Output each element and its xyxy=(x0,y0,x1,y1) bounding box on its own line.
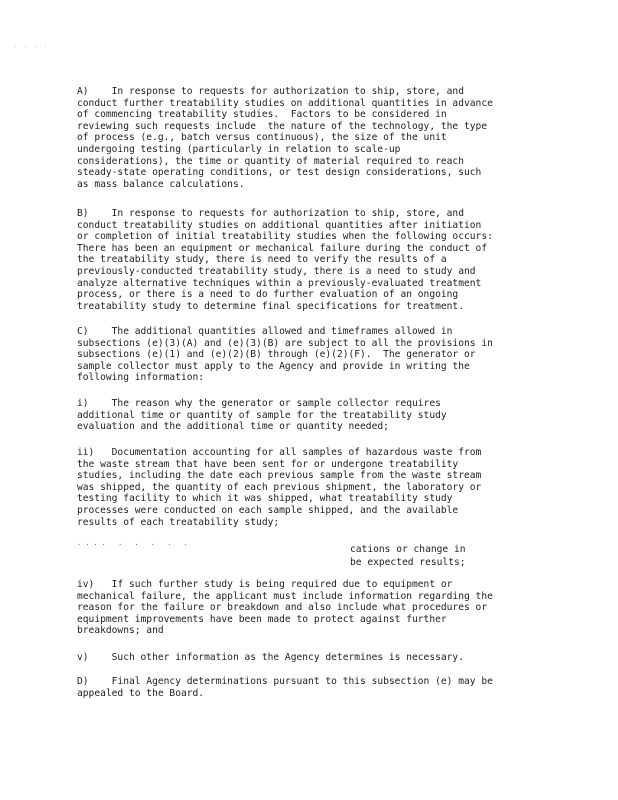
paragraph-v: v) Such other information as the Agency determines is necessary. xyxy=(77,652,464,663)
paragraph-iii-continuation: cations or change in be expected results; xyxy=(350,544,466,568)
paragraph-c: C) The additional quantities allowed and timeframes allowed in subsections (e)(3)(A) and (e)(3)(B) are subject to all the provisions in subsections (e)(1) and (e)(2)(B) through (e)(2)(F). The generator or sample collector must apply to the Agency and provide in writing the following information: xyxy=(77,326,493,384)
paragraph-b: B) In response to requests for authorization to ship, store, and conduct treatability studies on additional quantities after initiation or completion of initial treatability studies when the following occurs: There has been an equipment or mechanical failure during the conduct of the treatability study, there is need to verify the results of a previously-conducted treatability study, there is a need to study and analyze alternative techniques within a previously-evaluated treatment process, or there is a need to do further evaluation of an ongoing treatability study to determine final specifications for treatment. xyxy=(77,208,493,312)
page-corner-mark: · · · · xyxy=(14,44,50,50)
paragraph-d: D) Final Agency determinations pursuant to this subsection (e) may be appealed to the Board. xyxy=(77,676,493,699)
paragraph-ii: ii) Documentation accounting for all samples of hazardous waste from the waste stream that have been sent for or undergone treatability studies, including the date each previous sample from the waste stream was shipped, the quantity of each previous shipment, the laboratory or testing facility to which it was shipped, what treatability study processes were conducted on each sample shipped, and the available results of each treatability study; xyxy=(77,447,482,528)
paragraph-a: A) In response to requests for authorization to ship, store, and conduct further treatability studies on additional quantities in advance of commencing treatability studies. Factors to be considered in reviewing such requests include the nature of the technology, the type of process (e.g., batch versus continuous), the size of the unit undergoing testing (particularly in relation to scale-up considerations), the time or quantity of material required to reach steady-state operating conditions, or test design considerations, such as mass balance calculations. xyxy=(77,86,493,190)
paragraph-i: i) The reason why the generator or sample collector requires additional time or quantity of sample for the treatability study evaluation and the additional time or quantity needed; xyxy=(77,398,447,433)
paragraph-iv: iv) If such further study is being required due to equipment or mechanical failure, the applicant must include information regarding the reason for the failure or breakdown and also include what procedures or equipment improvements have been made to protect against further breakdowns; and xyxy=(77,579,493,637)
garbled-line-fragment: .... . . . . . xyxy=(77,540,192,548)
